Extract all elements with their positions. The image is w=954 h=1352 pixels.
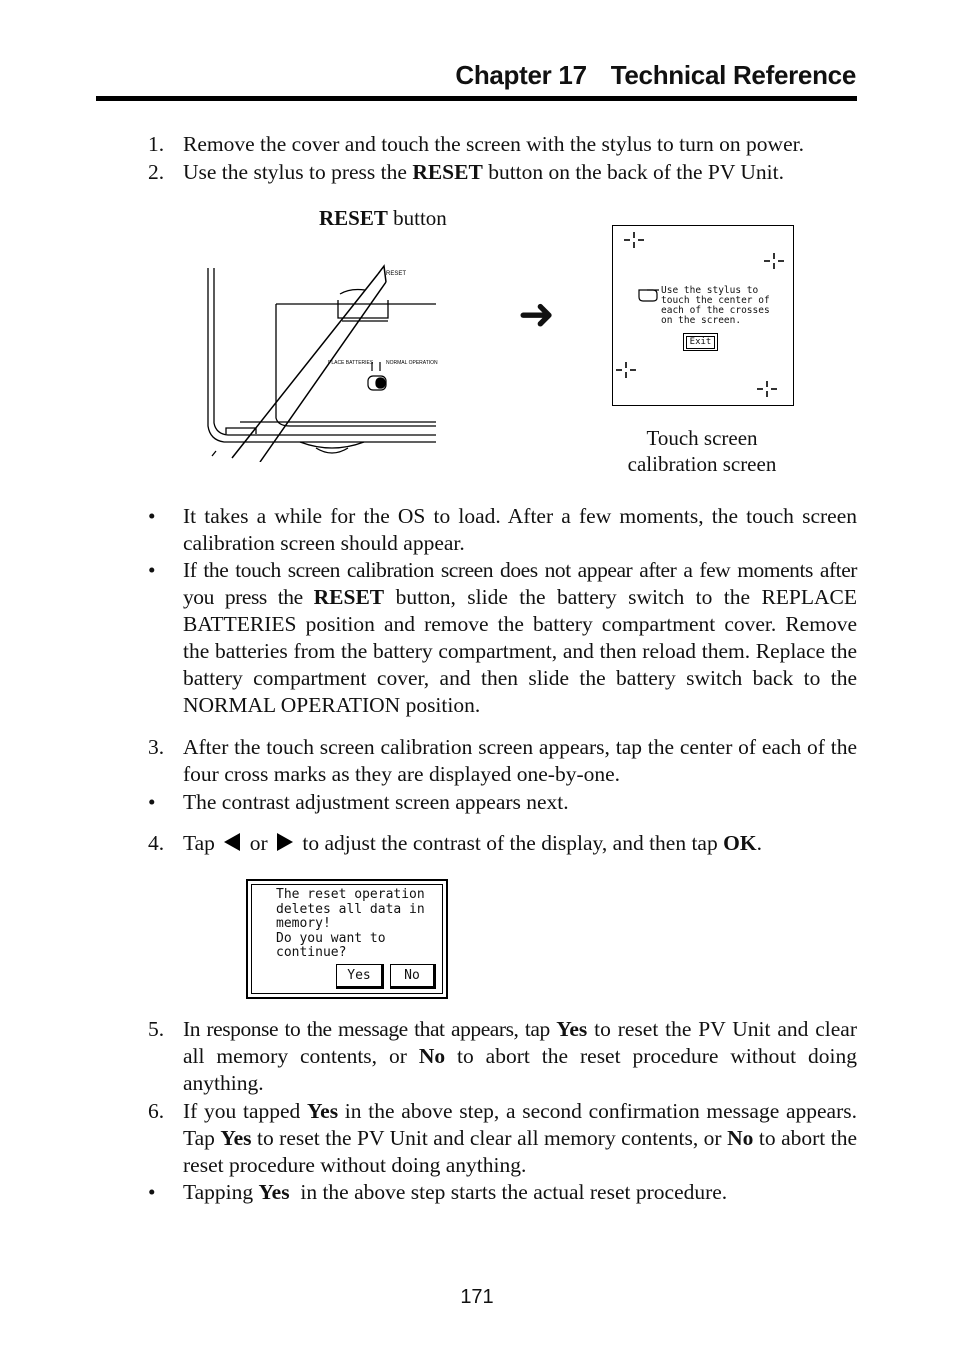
dialog-yes-button: Yes xyxy=(336,964,384,989)
chapter-header xyxy=(455,60,856,91)
bullet-icon: • xyxy=(148,790,156,814)
step-number: 1. xyxy=(148,132,165,156)
cross-mark-icon xyxy=(764,253,784,269)
chapter-title: Technical Reference xyxy=(610,60,856,90)
left-triangle-icon xyxy=(224,833,240,851)
dialog-no-button: No xyxy=(390,964,436,989)
bullet-last: Tapping Yes in the above step starts the actual reset procedure. xyxy=(183,1180,728,1204)
device-normal-text: NORMAL OPERATION xyxy=(386,360,438,366)
pointing-hand-icon xyxy=(639,290,659,301)
cross-mark-icon xyxy=(757,381,777,397)
bullet-icon: • xyxy=(148,1180,156,1204)
arrow-right-icon: ➜ xyxy=(518,289,555,340)
step-number: 3. xyxy=(148,735,165,759)
calibration-screen-figure xyxy=(612,225,794,406)
exit-button: Exit xyxy=(683,333,718,351)
chapter-label: Chapter 17 xyxy=(455,60,587,90)
bullet-reset-fallback: If the touch screen calibration screen does not appear after a few moments after you press the RESET button, slide the battery switch to the REPLACE BATTERIES position and remove the battery compartment cover. Remove the batteries from the battery compartment, and then reload them. Replace the battery compartment cover, and then slide the battery switch back to the NORMAL OPERATION position. xyxy=(183,558,858,717)
step-3-text: After the touch screen calibration screen appears, tap the center of each of the four cross marks as they are displayed one-by-one. xyxy=(183,735,857,786)
step-2-text: Use the stylus to press the RESET button on the back of the PV Unit. xyxy=(183,160,784,184)
step-number: 4. xyxy=(148,831,165,855)
bullet-os-load: It takes a while for the OS to load. After a few moments, the touch screen calibration screen should appear. xyxy=(183,504,857,555)
cross-mark-icon xyxy=(616,362,636,378)
calibration-caption: Touch screen calibration screen xyxy=(627,426,777,476)
reset-button-label: RESET button xyxy=(319,206,447,230)
device-reset-text: RESET xyxy=(386,271,407,277)
reset-dialog-figure xyxy=(246,879,448,999)
bullet-icon: • xyxy=(148,504,156,528)
step-4-text: Tap or to adjust the contrast of the display, and then tap OK. xyxy=(183,831,762,855)
device-replace-text: PLACE BATTERIES xyxy=(328,360,374,366)
step-5-text: In response to the message that appears, tap Yes to reset the PV Unit and clear all memory contents, or No to abort the reset procedure without doing anything. xyxy=(183,1017,858,1095)
bullet-icon: • xyxy=(148,558,156,582)
calibration-instructions: Use the stylus to touch the center of each of the crosses on the screen. xyxy=(661,285,770,326)
step-1-text: Remove the cover and touch the screen with the stylus to turn on power. xyxy=(183,132,804,156)
step-number: 5. xyxy=(148,1017,165,1041)
cross-mark-icon xyxy=(624,232,644,248)
right-triangle-icon xyxy=(277,833,293,851)
header-rule xyxy=(96,96,857,101)
bullet-contrast: The contrast adjustment screen appears next. xyxy=(183,790,569,814)
page-number: 171 xyxy=(460,1286,494,1308)
pv-unit-back-illustration xyxy=(200,258,442,462)
dialog-message: The reset operation deletes all data in memory! Do you want to continue? xyxy=(276,887,425,960)
step-6-text: If you tapped Yes in the above step, a second confirmation message appears. Tap Yes to reset the PV Unit and clear all memory contents, or No to abort the reset procedure without doing anything. xyxy=(183,1099,857,1177)
step-number: 6. xyxy=(148,1099,165,1123)
step-number: 2. xyxy=(148,160,165,184)
